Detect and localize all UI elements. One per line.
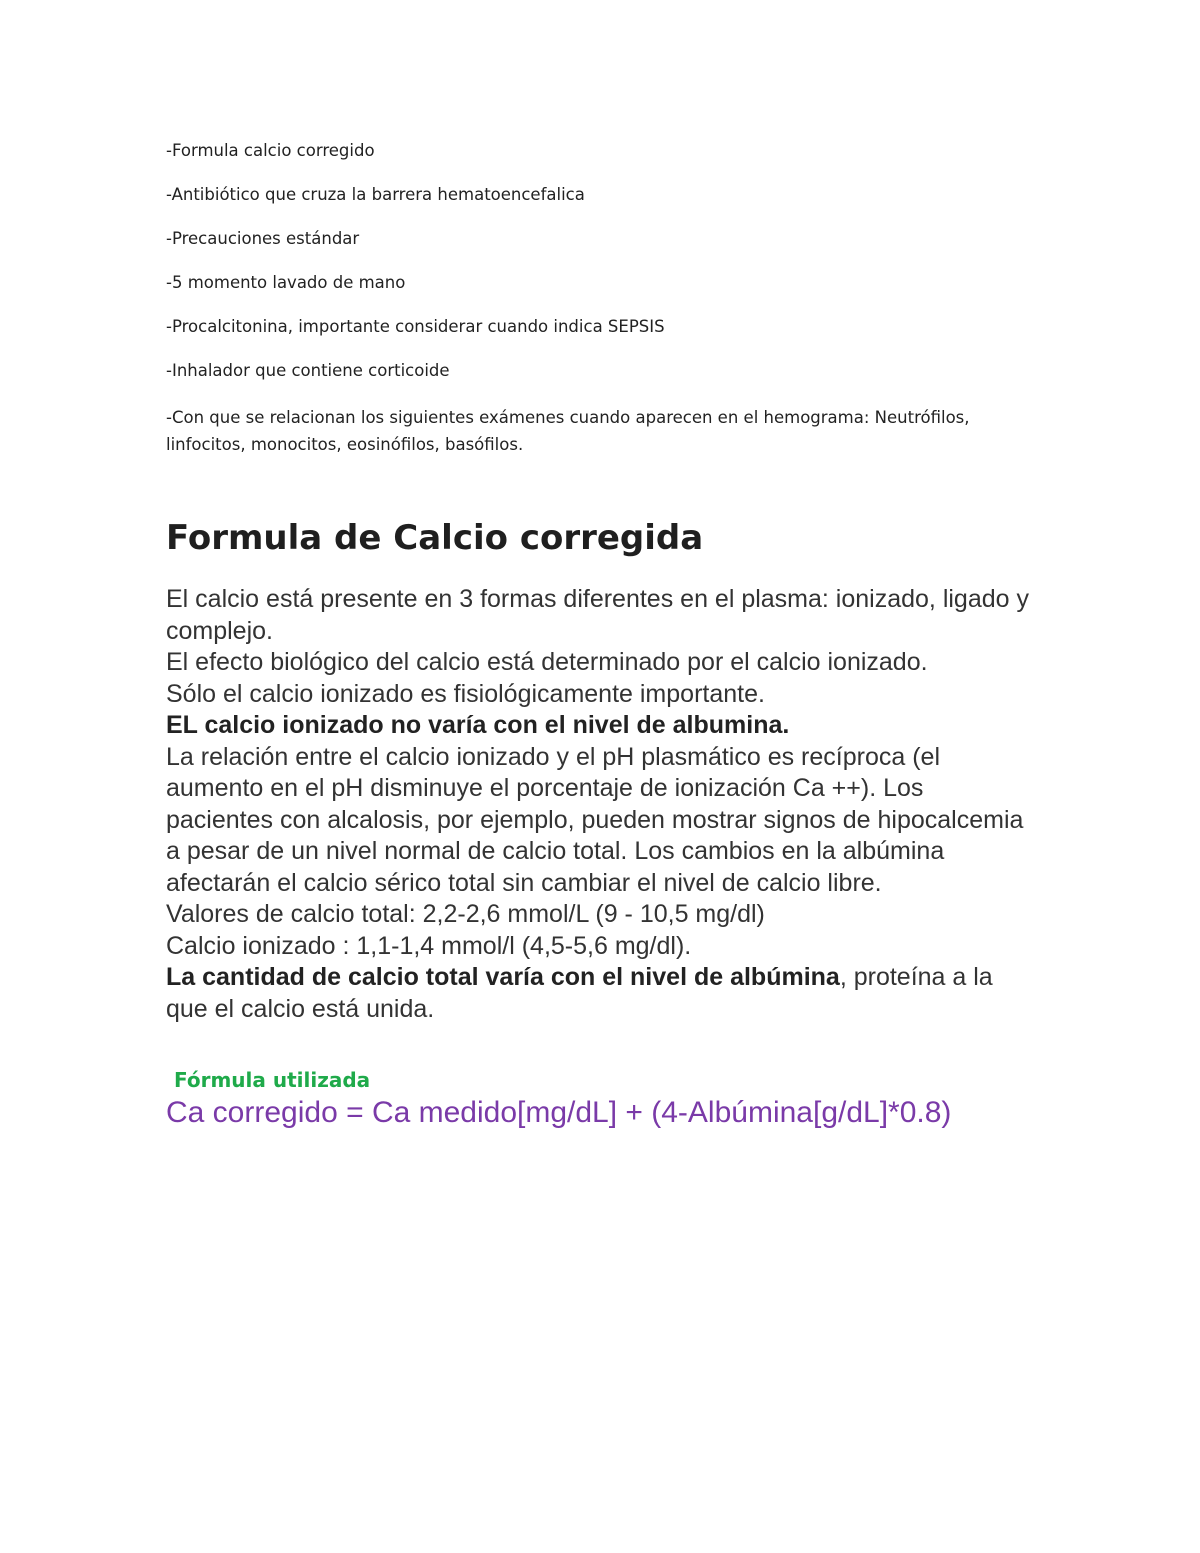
- bold-statement: EL calcio ionizado no varía con el nivel de albumina.: [166, 711, 790, 739]
- section-heading: Formula de Calcio corregida: [166, 518, 704, 558]
- question-item: -Procalcitonina, importante considerar cuando indica SEPSIS: [166, 317, 665, 336]
- body-paragraph-bold: [166, 710, 1036, 742]
- question-item: -Antibiótico que cruza la barrera hematoencefalica: [166, 185, 585, 204]
- body-paragraph: El efecto biológico del calcio está determinado por el calcio ionizado.: [166, 648, 928, 676]
- body-paragraph: La relación entre el calcio ionizado y el pH plasmático es recíproca (el aumento en el pH disminuye el porcentaje de ionización Ca ++). Los pacientes con alcalosis, por ejemplo, pueden mostrar signos de hipocalcemia a pesar de un nivel normal de calcio total. Los cambios en la albúmina afectarán el calcio sérico total sin cambiar el nivel de calcio libre.: [166, 742, 1024, 897]
- formula-label: Fórmula utilizada: [174, 1068, 371, 1092]
- question-item: -Con que se relacionan los siguientes exámenes cuando aparecen en el hemograma: Neutrófilos, linfocitos, monocitos, eosinófilos, basófilos.: [166, 408, 970, 454]
- body-text: , proteína a la que el calcio está unida.: [166, 963, 993, 1023]
- formula-text: Ca corregido = Ca medido[mg/dL] + (4-Albúmina[g/dL]*0.8): [166, 1096, 952, 1129]
- ionized-calcium-values: Calcio ionizado : 1,1-1,4 mmol/l (4,5-5,6 mg/dl).: [166, 931, 692, 960]
- total-calcium-values: Valores de calcio total: 2,2-2,6 mmol/L (9 - 10,5 mg/dl): [166, 900, 765, 928]
- question-item: -Inhalador que contiene corticoide: [166, 361, 450, 380]
- question-list: [166, 140, 1046, 480]
- question-item: -Formula calcio corregido: [166, 141, 375, 160]
- question-item: -Precauciones estándar: [166, 229, 360, 248]
- bold-statement: La cantidad de calcio total varía con el nivel de albúmina: [166, 963, 840, 991]
- body-paragraph: Sólo el calcio ionizado es fisiológicamente importante.: [166, 679, 765, 708]
- section-body: [166, 584, 1036, 1025]
- body-paragraph: El calcio está presente en 3 formas diferentes en el plasma: ionizado, ligado y complejo.: [166, 585, 1029, 645]
- question-item: -5 momento lavado de mano: [166, 273, 406, 292]
- body-paragraph-mixed: [166, 962, 1036, 1025]
